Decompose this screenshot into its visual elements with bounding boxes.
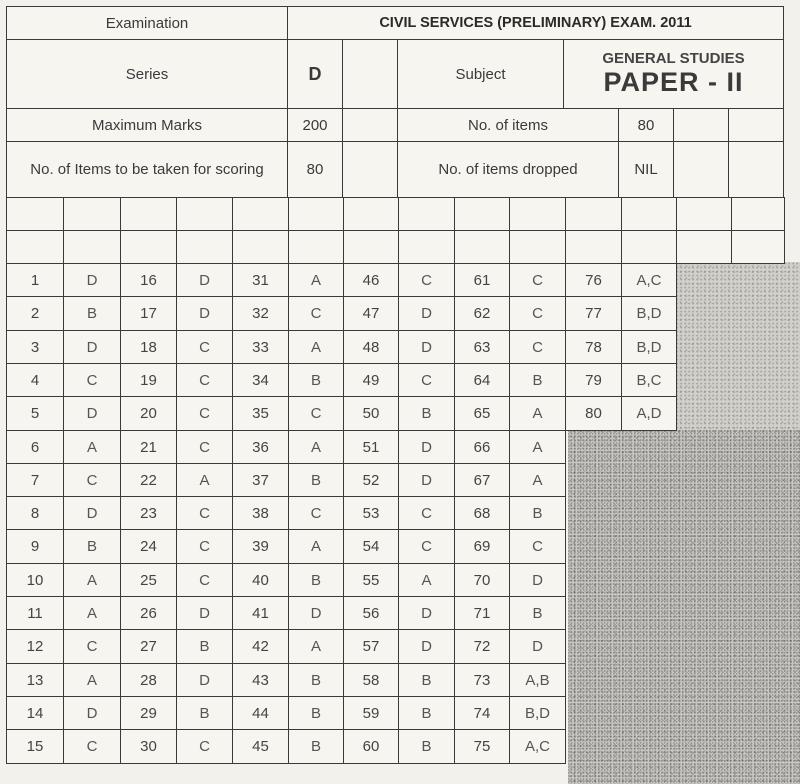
question-number: 53 bbox=[343, 496, 399, 530]
question-number: 50 bbox=[343, 396, 399, 431]
answer-option: C bbox=[398, 529, 455, 564]
question-number: 79 bbox=[565, 363, 622, 397]
answer-option: A bbox=[288, 430, 344, 464]
question-number: 36 bbox=[232, 430, 289, 464]
blank-cell bbox=[6, 230, 64, 264]
answer-option: A,C bbox=[509, 729, 566, 764]
answer-option: A,D bbox=[621, 396, 677, 431]
question-number: 52 bbox=[343, 463, 399, 497]
blank-cell bbox=[565, 197, 622, 231]
answer-option: C bbox=[63, 363, 121, 397]
question-number: 11 bbox=[6, 596, 64, 630]
blank-cell bbox=[343, 197, 399, 231]
question-number: 48 bbox=[343, 330, 399, 364]
answer-option: D bbox=[509, 563, 566, 597]
scoring-items-value: 80 bbox=[287, 141, 343, 198]
subject-line-general-studies: GENERAL STUDIES bbox=[602, 50, 745, 67]
blank-cell bbox=[288, 230, 344, 264]
question-number: 49 bbox=[343, 363, 399, 397]
blank-cell bbox=[176, 230, 233, 264]
question-number: 42 bbox=[232, 629, 289, 664]
question-number: 74 bbox=[454, 696, 510, 730]
question-number: 68 bbox=[454, 496, 510, 530]
answer-option: D bbox=[63, 330, 121, 364]
question-number: 57 bbox=[343, 629, 399, 664]
answer-option: D bbox=[176, 663, 233, 697]
question-number: 77 bbox=[565, 296, 622, 331]
answer-option: D bbox=[398, 629, 455, 664]
answer-option: B bbox=[288, 563, 344, 597]
question-number: 18 bbox=[120, 330, 177, 364]
dropped-items-label: No. of items dropped bbox=[397, 141, 619, 198]
answer-option: B bbox=[398, 396, 455, 431]
items-value: 80 bbox=[618, 108, 674, 142]
question-number: 22 bbox=[120, 463, 177, 497]
answer-option: B,D bbox=[509, 696, 566, 730]
blank-cell bbox=[454, 230, 510, 264]
question-number: 71 bbox=[454, 596, 510, 630]
answer-option: A bbox=[509, 463, 566, 497]
question-number: 10 bbox=[6, 563, 64, 597]
answer-option: C bbox=[509, 263, 566, 297]
answer-option: A bbox=[63, 596, 121, 630]
answer-option: A bbox=[176, 463, 233, 497]
blank-cell bbox=[621, 230, 677, 264]
answer-option: B bbox=[63, 296, 121, 331]
answer-option: A bbox=[288, 330, 344, 364]
question-number: 67 bbox=[454, 463, 510, 497]
answer-option: D bbox=[398, 296, 455, 331]
question-number: 45 bbox=[232, 729, 289, 764]
answer-option: B bbox=[509, 596, 566, 630]
question-number: 44 bbox=[232, 696, 289, 730]
blank-cell bbox=[232, 230, 289, 264]
answer-option: B bbox=[398, 696, 455, 730]
question-number: 75 bbox=[454, 729, 510, 764]
examination-label: Examination bbox=[6, 6, 288, 40]
question-number: 51 bbox=[343, 430, 399, 464]
question-number: 4 bbox=[6, 363, 64, 397]
question-number: 62 bbox=[454, 296, 510, 331]
answer-option: A bbox=[288, 529, 344, 564]
max-marks-label: Maximum Marks bbox=[6, 108, 288, 142]
blank-cell bbox=[565, 230, 622, 264]
answer-option: C bbox=[63, 629, 121, 664]
answer-option: C bbox=[176, 396, 233, 431]
answer-option: D bbox=[509, 629, 566, 664]
question-number: 60 bbox=[343, 729, 399, 764]
question-number: 63 bbox=[454, 330, 510, 364]
blank-cell bbox=[63, 230, 121, 264]
answer-option: B bbox=[398, 729, 455, 764]
answer-option: B bbox=[288, 729, 344, 764]
blank-cell bbox=[621, 197, 677, 231]
answer-option: D bbox=[63, 396, 121, 431]
answer-option: C bbox=[176, 529, 233, 564]
question-number: 17 bbox=[120, 296, 177, 331]
question-number: 69 bbox=[454, 529, 510, 564]
blank-cell bbox=[676, 197, 732, 231]
answer-option: D bbox=[176, 263, 233, 297]
question-number: 54 bbox=[343, 529, 399, 564]
answer-option: C bbox=[509, 296, 566, 331]
blank-cell bbox=[509, 230, 566, 264]
answer-option: C bbox=[509, 529, 566, 564]
answer-option: B bbox=[509, 363, 566, 397]
question-number: 73 bbox=[454, 663, 510, 697]
answer-option: B bbox=[288, 463, 344, 497]
answer-option: A bbox=[509, 430, 566, 464]
blank-cell bbox=[120, 197, 177, 231]
answer-option: D bbox=[63, 696, 121, 730]
blank-cell bbox=[398, 197, 455, 231]
answer-option: C bbox=[398, 496, 455, 530]
answer-option: C bbox=[288, 496, 344, 530]
question-number: 72 bbox=[454, 629, 510, 664]
answer-option: D bbox=[176, 296, 233, 331]
question-number: 59 bbox=[343, 696, 399, 730]
blank-cell bbox=[731, 197, 785, 231]
question-number: 14 bbox=[6, 696, 64, 730]
question-number: 29 bbox=[120, 696, 177, 730]
answer-option: D bbox=[398, 430, 455, 464]
question-number: 43 bbox=[232, 663, 289, 697]
question-number: 8 bbox=[6, 496, 64, 530]
question-number: 19 bbox=[120, 363, 177, 397]
question-number: 34 bbox=[232, 363, 289, 397]
blank-cell bbox=[673, 108, 729, 142]
blank-cell bbox=[731, 230, 785, 264]
exam-title: CIVIL SERVICES (PRELIMINARY) EXAM. 2011 bbox=[287, 6, 784, 40]
question-number: 70 bbox=[454, 563, 510, 597]
series-value: D bbox=[287, 39, 343, 109]
question-number: 37 bbox=[232, 463, 289, 497]
question-number: 25 bbox=[120, 563, 177, 597]
answer-option: B,D bbox=[621, 296, 677, 331]
answer-option: B bbox=[288, 696, 344, 730]
answer-option: D bbox=[398, 463, 455, 497]
blank-cell bbox=[676, 230, 732, 264]
question-number: 65 bbox=[454, 396, 510, 431]
answer-option: B,D bbox=[621, 330, 677, 364]
answer-option: B bbox=[176, 696, 233, 730]
question-number: 6 bbox=[6, 430, 64, 464]
blank-cell bbox=[509, 197, 566, 231]
question-number: 20 bbox=[120, 396, 177, 431]
question-number: 58 bbox=[343, 663, 399, 697]
blank-cell bbox=[288, 197, 344, 231]
items-label: No. of items bbox=[397, 108, 619, 142]
question-number: 9 bbox=[6, 529, 64, 564]
blank-cell bbox=[176, 197, 233, 231]
question-number: 80 bbox=[565, 396, 622, 431]
answer-option: D bbox=[63, 263, 121, 297]
answer-option: C bbox=[288, 296, 344, 331]
question-number: 32 bbox=[232, 296, 289, 331]
answer-option: C bbox=[509, 330, 566, 364]
question-number: 12 bbox=[6, 629, 64, 664]
answer-option: A bbox=[288, 263, 344, 297]
answer-option: A bbox=[63, 563, 121, 597]
question-number: 41 bbox=[232, 596, 289, 630]
answer-option: C bbox=[288, 396, 344, 431]
answer-option: C bbox=[398, 263, 455, 297]
blank-cell bbox=[728, 141, 784, 198]
answer-option: C bbox=[176, 330, 233, 364]
answer-option: D bbox=[63, 496, 121, 530]
answer-option: D bbox=[288, 596, 344, 630]
answer-option: B bbox=[63, 529, 121, 564]
blank-cell bbox=[342, 39, 398, 109]
blank-cell bbox=[63, 197, 121, 231]
question-number: 1 bbox=[6, 263, 64, 297]
answer-option: A bbox=[509, 396, 566, 431]
question-number: 31 bbox=[232, 263, 289, 297]
answer-option: C bbox=[176, 430, 233, 464]
answer-option: A bbox=[398, 563, 455, 597]
answer-option: A bbox=[63, 663, 121, 697]
question-number: 16 bbox=[120, 263, 177, 297]
max-marks-value: 200 bbox=[287, 108, 343, 142]
answer-option: B,C bbox=[621, 363, 677, 397]
question-number: 7 bbox=[6, 463, 64, 497]
answer-option: D bbox=[398, 596, 455, 630]
blank-cell bbox=[342, 108, 398, 142]
question-number: 30 bbox=[120, 729, 177, 764]
blank-cell bbox=[728, 108, 784, 142]
blank-cell bbox=[673, 141, 729, 198]
question-number: 64 bbox=[454, 363, 510, 397]
question-number: 27 bbox=[120, 629, 177, 664]
question-number: 5 bbox=[6, 396, 64, 431]
question-number: 56 bbox=[343, 596, 399, 630]
answer-option: A,C bbox=[621, 263, 677, 297]
question-number: 13 bbox=[6, 663, 64, 697]
answer-option: B bbox=[288, 363, 344, 397]
subject-value bbox=[563, 39, 784, 109]
question-number: 24 bbox=[120, 529, 177, 564]
question-number: 76 bbox=[565, 263, 622, 297]
question-number: 55 bbox=[343, 563, 399, 597]
answer-option: B bbox=[509, 496, 566, 530]
answer-option: C bbox=[176, 496, 233, 530]
question-number: 3 bbox=[6, 330, 64, 364]
subject-line-paper: PAPER - II bbox=[603, 67, 744, 97]
answer-option: A bbox=[63, 430, 121, 464]
answer-option: D bbox=[176, 596, 233, 630]
question-number: 15 bbox=[6, 729, 64, 764]
answer-option: B bbox=[176, 629, 233, 664]
blank-cell bbox=[454, 197, 510, 231]
subject-label: Subject bbox=[397, 39, 564, 109]
question-number: 21 bbox=[120, 430, 177, 464]
answer-option: A,B bbox=[509, 663, 566, 697]
question-number: 26 bbox=[120, 596, 177, 630]
question-number: 35 bbox=[232, 396, 289, 431]
question-number: 38 bbox=[232, 496, 289, 530]
answer-option: C bbox=[63, 463, 121, 497]
answer-option: D bbox=[398, 330, 455, 364]
answer-option: C bbox=[63, 729, 121, 764]
question-number: 2 bbox=[6, 296, 64, 331]
answer-option: C bbox=[176, 563, 233, 597]
question-number: 28 bbox=[120, 663, 177, 697]
series-label: Series bbox=[6, 39, 288, 109]
answer-option: A bbox=[288, 629, 344, 664]
blank-cell bbox=[6, 197, 64, 231]
answer-option: B bbox=[288, 663, 344, 697]
question-number: 47 bbox=[343, 296, 399, 331]
blank-cell bbox=[120, 230, 177, 264]
blank-cell bbox=[232, 197, 289, 231]
scoring-items-label: No. of Items to be taken for scoring bbox=[6, 141, 288, 198]
question-number: 40 bbox=[232, 563, 289, 597]
blank-cell bbox=[342, 141, 398, 198]
answer-option: C bbox=[398, 363, 455, 397]
answer-option: C bbox=[176, 729, 233, 764]
scan-noise-region bbox=[676, 262, 800, 430]
answer-option: C bbox=[176, 363, 233, 397]
question-number: 66 bbox=[454, 430, 510, 464]
question-number: 39 bbox=[232, 529, 289, 564]
question-number: 61 bbox=[454, 263, 510, 297]
blank-cell bbox=[343, 230, 399, 264]
question-number: 33 bbox=[232, 330, 289, 364]
question-number: 78 bbox=[565, 330, 622, 364]
answer-option: B bbox=[398, 663, 455, 697]
question-number: 23 bbox=[120, 496, 177, 530]
question-number: 46 bbox=[343, 263, 399, 297]
dropped-items-value: NIL bbox=[618, 141, 674, 198]
blank-cell bbox=[398, 230, 455, 264]
